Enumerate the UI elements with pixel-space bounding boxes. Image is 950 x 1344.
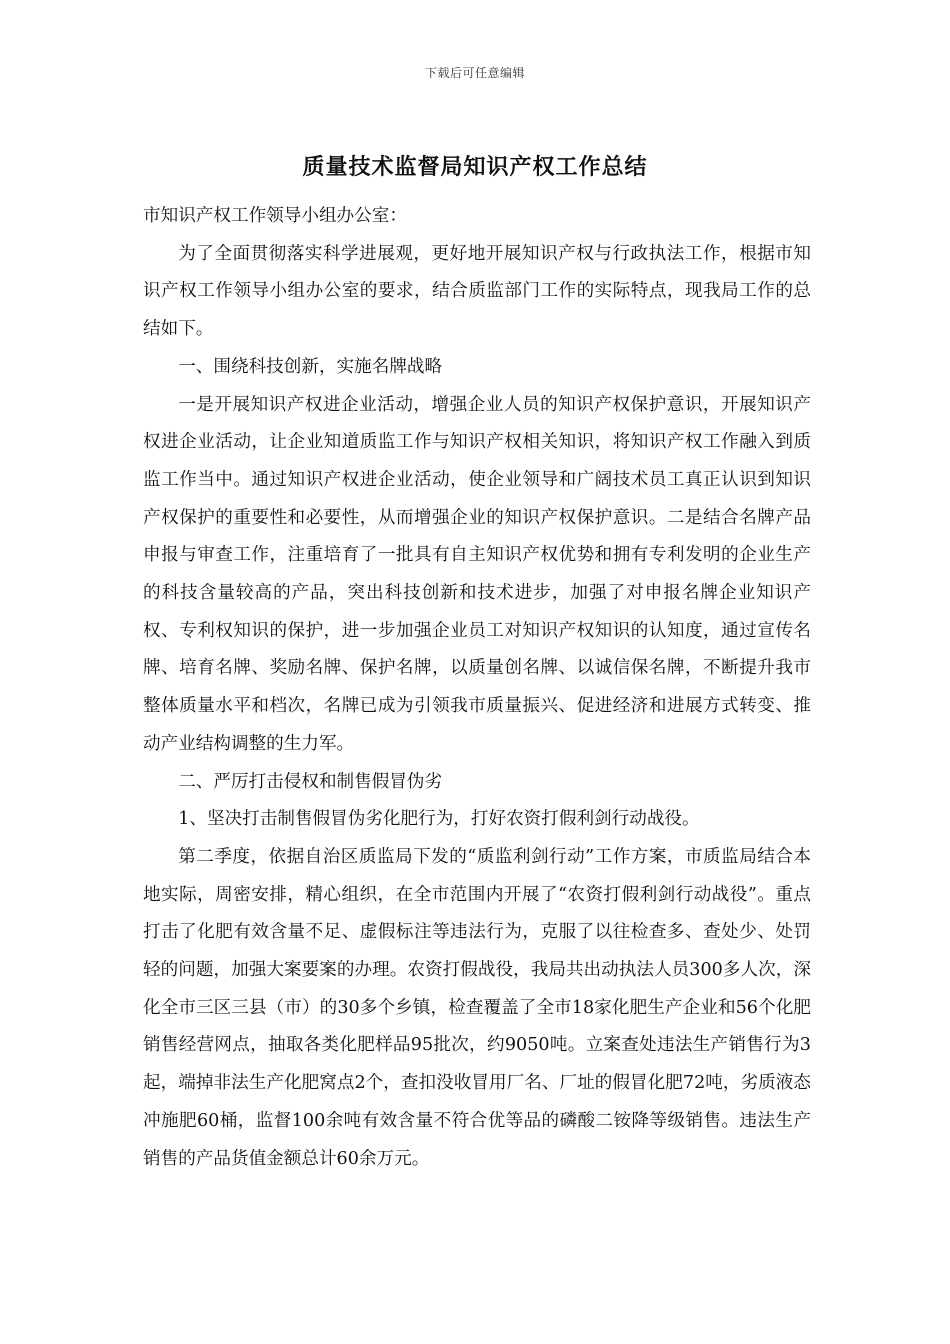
section-heading-1: 一、围绕科技创新，实施名牌战略 <box>178 356 443 377</box>
subsection-2-1-paragraph: 第二季度，依据自治区质监局下发的“质监利剑行动”工作方案，市质监局结合本地实际，周密安排，精心组织，在全市范围内开展了“农资打假利剑行动战役”。重点打击了化肥有效含量不足、虚假标注等违法行为，克服了以往检查多、查处少、处罚轻的问题，加强大案要案的办理。农资打假战役，我局共出动执法人员300多人次，深化全市三区三县（市）的30多个乡镇，检查覆盖了全市18家化肥生产企业和56个化肥销售经营网点，抽取各类化肥样品95批次，约9050吨。立案查处违法生产销售行为3起，端掉非法生产化肥窝点2个，查扣没收冒用厂名、厂址的假冒化肥72吨，劣质液态冲施肥60桶，监督100余吨有效含量不符合优等品的磷酸二铵降等级销售。违法生产销售的产品货值金额总计60余万元。 <box>143 846 811 1169</box>
section-1-paragraph: 一是开展知识产权进企业活动，增强企业人员的知识产权保护意识，开展知识产权进企业活动，让企业知道质监工作与知识产权相关知识，将知识产权工作融入到质监工作当中。通过知识产权进企业活动，使企业领导和广阔技术员工真正认识到知识产权保护的重要性和必要性，从而增强企业的知识产权保护意识。二是结合名牌产品申报与审查工作，注重培育了一批具有自主知识产权优势和拥有专利发明的企业生产的科技含量较高的产品，突出科技创新和技术进步，加强了对申报名牌企业知识产权、专利权知识的保护，进一步加强企业员工对知识产权知识的认知度，通过宣传名牌、培育名牌、奖励名牌、保护名牌，以质量创名牌、以诚信保名牌，不断提升我市整体质量水平和档次，名牌已成为引领我市质量振兴、促进经济和进展方式转变、推动产业结构调整的生力军。 <box>143 394 811 754</box>
section-heading-2: 二、严厉打击侵权和制售假冒伪劣 <box>178 771 443 792</box>
header-note: 下载后可任意编辑 <box>424 66 525 80</box>
intro-paragraph: 为了全面贯彻落实科学进展观，更好地开展知识产权与行政执法工作，根据市知识产权工作领导小组办公室的要求，结合质监部门工作的实际特点，现我局工作的总结如下。 <box>143 243 811 340</box>
subsection-heading-2-1: 1、坚决打击制售假冒伪劣化肥行为，打好农资打假利剑行动战役。 <box>178 809 700 830</box>
document-body <box>143 198 811 1178</box>
salutation: 市知识产权工作领导小组办公室： <box>143 206 407 226</box>
document-title: 质量技术监督局知识产权工作总结 <box>302 155 648 180</box>
